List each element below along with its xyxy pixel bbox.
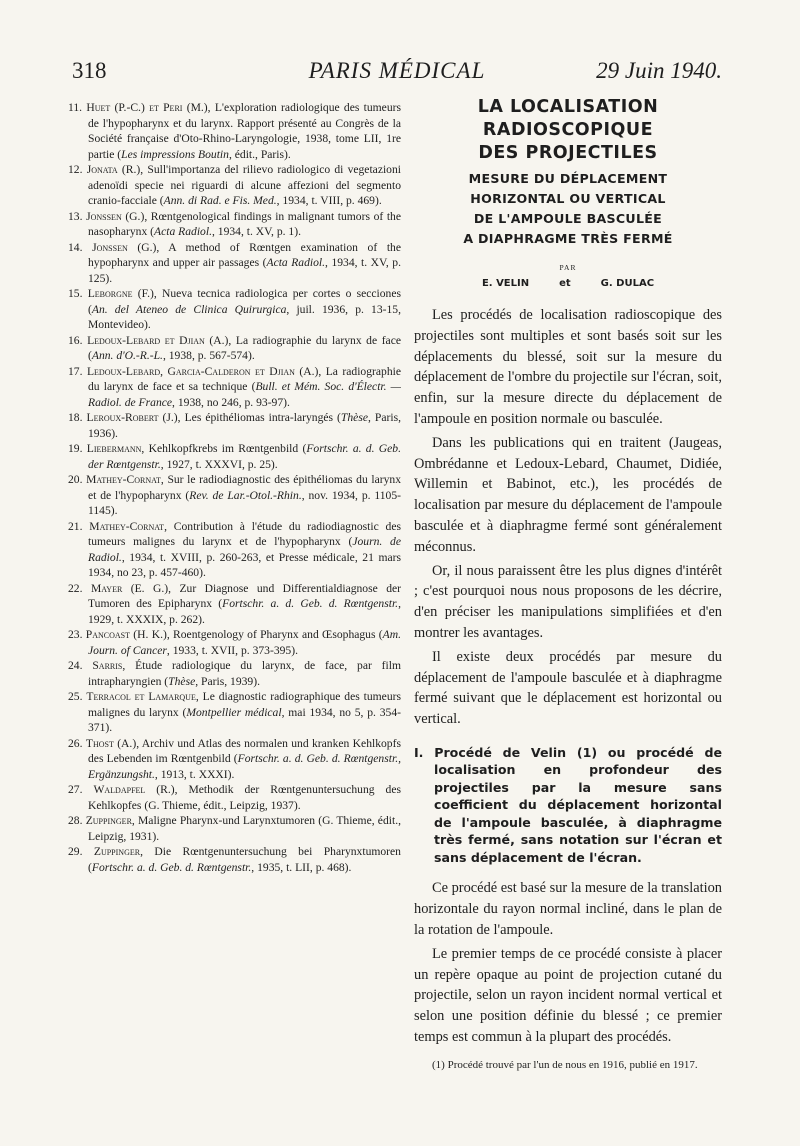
ref-text: , Sull'importanza del rilievo radiologico di vegetazioni adenoïdi specie nei riguardi di alcune affezioni del segmento cranio-facciale ( (88, 163, 401, 207)
ref-tail: , édit., Paris). (228, 147, 291, 161)
ref-citation: Journ. de Radiol. (88, 535, 402, 564)
ref-text: , Sur le radiodiagnostic des épithéliomas du larynx et de l'hypopharynx ( (88, 473, 401, 502)
paragraph: Le premier temps de ce procédé consiste à placer un repère opaque au point de projection cutané du projectile, selon un rayon incident normal vertical et selon une position définie du blessé ; ce premier temps est commun à la plupart des procédés. (414, 945, 722, 1046)
author-conjunction: et (559, 278, 571, 289)
ref-text: , Rœntgenological findings in malignant tumors of the nasopharynx ( (88, 209, 401, 238)
ref-citation: Thèse (340, 411, 368, 424)
ref-text: , Le diagnostic radiographique des tumeurs malignes du larynx ( (88, 690, 401, 719)
ref-number: 17. (68, 364, 83, 378)
reference-entry (68, 286, 401, 333)
ref-author: Mathey-Cornat (89, 519, 165, 533)
ref-author: Mathey-Cornat (86, 473, 161, 486)
ref-citation: Rev. de Lar.-Otol.-Rhin. (189, 488, 302, 502)
ref-text: , Contribution à l'étude du radiodiagnostic des tumeurs malignes du larynx et de l'hypopharynx ( (88, 519, 401, 548)
ref-number: 14. (68, 240, 83, 254)
running-header (72, 52, 722, 92)
ref-text: , L'exploration radiologique des tumeurs de l'hypopharynx et du larynx. Rapport présenté au Congrès de la Société française d'Oto-Rhino-Laryngologie, 1938, tome LII, 1re partie ( (88, 101, 401, 161)
reference-entry (68, 240, 401, 287)
reference-entry (68, 441, 401, 472)
ref-number: 25. (68, 690, 83, 703)
reference-entry (68, 410, 401, 441)
ref-author: Jonssen (G.) (86, 209, 145, 223)
ref-number: 28. (68, 814, 83, 827)
ref-citation: Fortschr. a. d. Geb. d. Rœntgenstr., Ergänzungsht. (88, 752, 401, 781)
subtitle-line: DE L'AMPOULE BASCULÉE (473, 211, 663, 226)
title-line: LA LOCALISATION (477, 97, 659, 117)
ref-number: 27. (68, 783, 83, 796)
reference-entry (68, 519, 401, 581)
ref-citation: Acta Radiol. (154, 225, 212, 238)
issue-date: 29 Juin 1940. (596, 58, 722, 83)
ref-number: 13. (68, 209, 83, 223)
ref-text: , Étude radiologique du larynx, de face, par film intrapharyngien ( (88, 659, 401, 688)
ref-citation: Am. Journ. of Cancer (88, 628, 401, 657)
ref-tail: , 1935, t. LII, p. 468). (251, 860, 352, 874)
ref-number: 12. (68, 163, 83, 176)
reference-entry (68, 364, 401, 411)
reference-entry (68, 581, 401, 628)
ref-tail: , 1929, t. XXXIX, p. 262). (88, 597, 401, 626)
subtitle-line: A DIAPHRAGME TRÈS FERMÉ (463, 231, 673, 246)
ref-tail: , 1927, t. XXXVI, p. 25). (160, 457, 278, 471)
ref-number: 19. (68, 442, 83, 455)
ref-citation: Ann. d'O.-R.-L. (91, 349, 163, 362)
ref-text: , Nueva tecnica radiologica per cortes o secciones ( (88, 287, 401, 316)
ref-citation: Thèse (168, 674, 196, 688)
paragraph: Les procédés de localisation radioscopique des projectiles sont multiples et sont basés soit sur les déplacements du blessé, soit sur la mesure du déplacement de l'ombre du projectile sur l'écran, soit, enfin, sur la mesure directe du déplacement de l'ampoule en position normale ou basculée. (414, 307, 722, 427)
ref-text: , Les épithéliomas intra-laryngés ( (177, 411, 341, 424)
article-title (414, 96, 722, 165)
reference-entry (68, 100, 401, 162)
section-number: I. (414, 744, 424, 760)
ref-number: 26. (68, 736, 83, 750)
reference-entry (68, 658, 401, 689)
ref-author: Mayer (E. G.) (90, 581, 169, 595)
author-dulac: G. DULAC (600, 278, 655, 289)
ref-tail: , 1938, no 246, p. 93-97). (172, 395, 290, 409)
ref-tail: , 1934, t. XV, p. 125). (88, 256, 401, 285)
ref-number: 15. (68, 287, 83, 300)
ref-author: Jonata (R.) (86, 163, 141, 176)
ref-author: Jonssen (G.) (92, 240, 157, 254)
ref-tail: , Paris, 1936). (88, 411, 401, 440)
title-line: RADIOSCOPIQUE (482, 120, 654, 140)
ref-number: 18. (68, 411, 83, 424)
ref-tail: , juil. 1936, p. 13-15, Montevideo). (88, 302, 401, 331)
intro-text (414, 305, 722, 730)
reference-entry (68, 813, 401, 844)
ref-tail: , mai 1934, no 5, p. 354-371). (88, 705, 401, 734)
ref-citation: An. del Ateneo de Clinica Quirurgica (91, 302, 287, 316)
paragraph: Or, il nous paraissent être les plus dignes d'intérêt ; c'est pourquoi nous nous proposons de les décrire, d'en préciser les manipulations simplifiées et d'en montrer les avantages. (414, 562, 722, 641)
ref-tail: , 1913, t. XXXI). (154, 767, 235, 781)
ref-number: 20. (68, 473, 83, 486)
ref-author: Leborgne (F.) (87, 287, 154, 300)
ref-text: , Roentgenology of Pharynx and Œsophagus ( (166, 628, 383, 641)
ref-text: (A.), La radiographie du larynx de face et sa technique ( (88, 364, 401, 393)
paragraph: Ce procédé est basé sur la mesure de la translation horizontale du rayon normal incliné, dans le plan de la rotation de l'ampoule. (414, 880, 722, 939)
reference-entry (68, 162, 401, 209)
ref-number: 24. (68, 659, 83, 672)
ref-citation: Les impressions Boutin (121, 147, 229, 161)
ref-author: Zuppinger (93, 845, 141, 858)
page-number: 318 (72, 58, 107, 83)
ref-text: , Maligne Pharynx-und Larynxtumoren (G. Thieme, édit., Leipzig, 1931). (88, 814, 401, 843)
article-subtitle (414, 169, 722, 249)
ref-citation: Montpellier médical (186, 705, 282, 719)
ref-author: Pancoast (H. K.) (85, 628, 167, 641)
authors (414, 278, 722, 289)
article-column (414, 96, 722, 1072)
paragraph: Dans les publications qui en traitent (Jaugeas, Ombrédanne et Ledoux-Lebard, Chaumet, Didiée, Willemin et Babinot, etc.), les procédés de localisation par mesure du déplacement de l'ampoule basculée et à diaphragme fermé sont généralement méconnus. (414, 434, 722, 555)
ref-citation: Fortschr. a. d. Geb. d. Rœntgenstr. (222, 597, 399, 610)
reference-entry (68, 689, 401, 736)
ref-text: , Die Rœntgenuntersuchung bei Pharynxtumoren ( (88, 845, 401, 874)
ref-number: 29. (68, 845, 83, 858)
ref-citation: Ann. di Rad. e Fis. Med. (163, 194, 277, 207)
title-line: DES PROJECTILES (478, 143, 658, 163)
ref-tail: , 1934, t. VIII, p. 469). (276, 194, 382, 207)
ref-tail: , Paris, 1939). (195, 674, 260, 688)
ref-text: , Zur Diagnose und Differentialdiagnose der Tumoren des Epipharynx ( (88, 581, 401, 610)
ref-tail: , 1934, t. XV, p. 1). (211, 225, 301, 238)
reference-entry (68, 782, 401, 813)
ref-number: 23. (68, 628, 83, 641)
subtitle-line: HORIZONTAL OU VERTICAL (470, 191, 666, 206)
ref-tail: , 1933, t. XVII, p. 373-395). (166, 643, 298, 657)
ref-citation: Fortschr. a. d. Geb. d. Rœntgenstr. (91, 860, 252, 874)
ref-author: Zuppinger (85, 814, 132, 827)
ref-number: 21. (68, 519, 83, 533)
reference-entry (68, 209, 401, 240)
ref-text: , Kehlkopfkrebs im Rœntgenbild ( (141, 442, 307, 455)
ref-text: , La radiographie du larynx de face ( (88, 333, 401, 362)
ref-tail: , 1934, t. XVIII, p. 260-263, et Presse médicale, 21 mars 1934, no 23, p. 457-460). (88, 550, 401, 579)
ref-author: Huet (P.-C.) et Peri (M.) (86, 101, 208, 114)
ref-text: , A method of Rœntgen examination of the hypopharynx and upper air passages ( (88, 240, 401, 269)
section-heading (414, 744, 722, 867)
ref-citation: Bull. et Mém. Soc. d'Électr. — Radiol. de France (88, 380, 401, 409)
author-velin: E. VELIN (481, 278, 530, 289)
ref-author: Terracol et Lamarque (86, 690, 196, 703)
ref-citation: Acta Radiol. (266, 256, 326, 269)
ref-number: 11. (68, 101, 83, 114)
byline-par: PAR (559, 263, 577, 272)
footnote: (1) Procédé trouvé par l'un de nous en 1916, publié en 1917. (432, 1058, 698, 1071)
ref-author: Waldapfel (R.) (93, 783, 175, 796)
ref-tail: , 1938, p. 567-574). (162, 349, 255, 362)
ref-author: Ledoux-Lebard et Djian (A.) (87, 333, 229, 347)
ref-tail: , nov. 1934, p. 1105-1145). (88, 488, 401, 517)
paragraph: Il existe deux procédés par mesure du déplacement de l'ampoule basculée et à diaphragme fermé suivant que le déplacement est horizontal ou vertical. (414, 648, 722, 728)
bibliography-column (68, 100, 401, 875)
section-title: Procédé de Velin (1) ou procédé de localisation en profondeur des projectiles par la mesure sans coefficient du déplacement horizontal de l'ampoule basculée, à diaphragme très fermé, sans notation sur l'écran et sans déplacement de l'écran. (434, 744, 722, 865)
ref-number: 22. (68, 581, 83, 595)
subtitle-line: MESURE DU DÉPLACEMENT (468, 171, 668, 186)
section-text (414, 878, 722, 1047)
reference-entry (68, 333, 401, 364)
reference-entry (68, 844, 401, 875)
ref-text: , Archiv und Atlas des normalen und kranken Kehlkopfs des Lebenden im Rœntgenbild ( (88, 736, 401, 765)
reference-entry (68, 472, 401, 519)
ref-author: Liebermann (86, 442, 142, 455)
journal-title: PARIS MÉDICAL (308, 58, 486, 83)
ref-author: Thost (A.) (85, 736, 137, 750)
ref-author: Leroux-Robert (J.) (86, 411, 178, 424)
reference-entry (68, 736, 401, 783)
reference-entry (68, 627, 401, 658)
ref-text: , Methodik der Rœntgenuntersuchung des Kehlkopfes (G. Thieme, édit., Leipzig, 1937). (88, 783, 401, 812)
ref-citation: Fortschr. a. d. Geb. der Rœntgenstr. (88, 442, 401, 471)
ref-author: Ledoux-Lebard, Garcia-Calderon et Djian (86, 364, 295, 378)
ref-author: Sarris (92, 659, 123, 672)
ref-number: 16. (68, 333, 83, 347)
